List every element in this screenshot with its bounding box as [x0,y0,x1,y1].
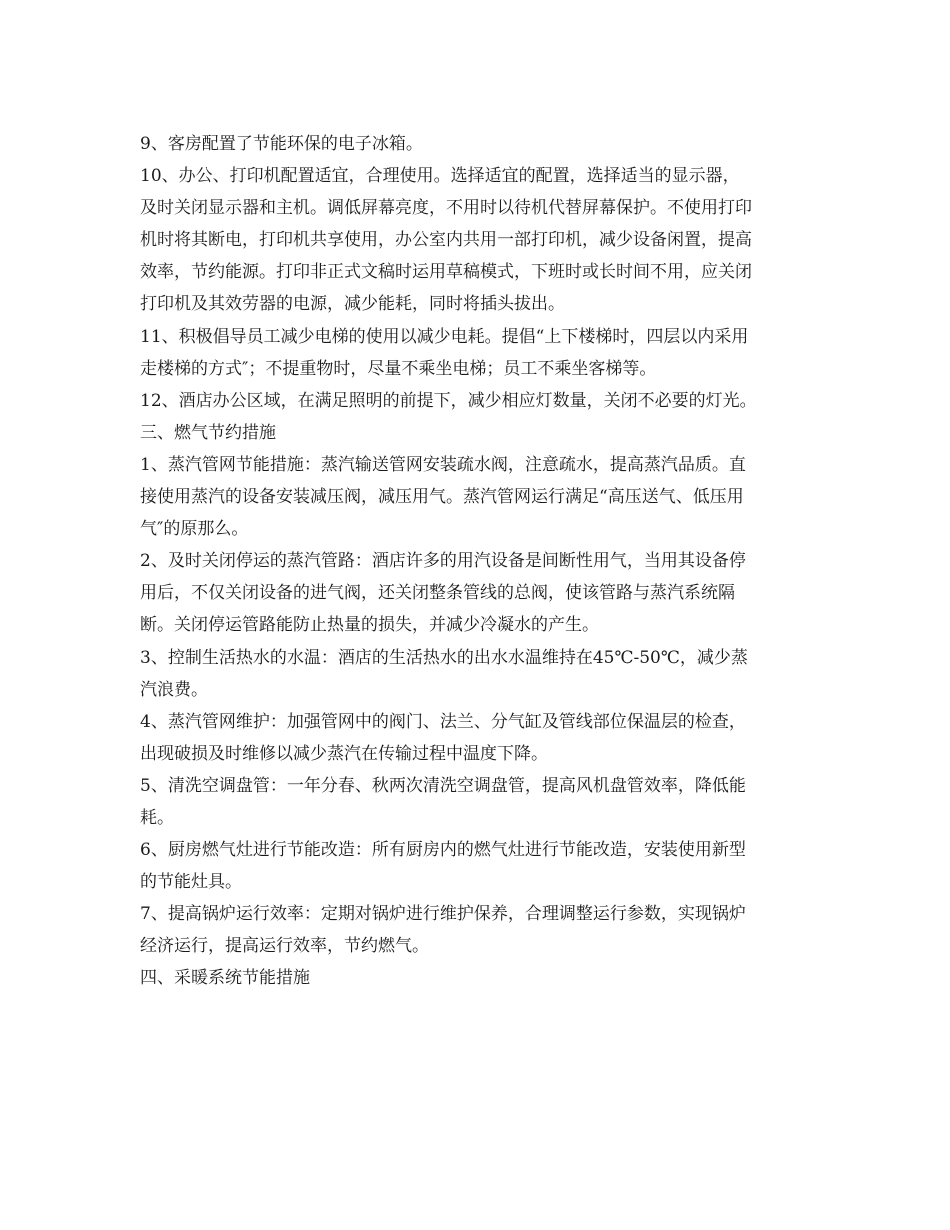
section-heading: 四、采暖系统节能措施 [140,968,310,989]
text-line: 7、提高锅炉运行效率：定期对锅炉进行维护保养，合理调整运行参数，实现锅炉 [140,904,746,925]
text-line: 1、蒸汽管网节能措施：蒸汽输送管网安装疏水阀，注意疏水，提高蒸汽品质。直 [140,454,746,475]
section-heading: 三、燃气节约措施 [140,422,276,443]
text-line: 12、酒店办公区域，在满足照明的前提下，减少相应灯数量，关闭不必要的灯光。 [140,390,757,411]
text-line: 接使用蒸汽的设备安装减压阀，减压用气。蒸汽管网运行满足“高压送气、低压用 [140,487,744,508]
text-line: 11、积极倡导员工减少电梯的使用以减少电耗。提倡“上下楼梯时，四层以内采用 [140,326,749,347]
text-line: 汽浪费。 [140,679,208,700]
text-line: 断。关闭停运管路能防止热量的损失，并减少冷凝水的产生。 [140,615,599,636]
text-line: 出现破损及时维修以减少蒸汽在传输过程中温度下降。 [140,743,548,764]
document-body [140,128,820,995]
text-line: 耗。 [140,807,174,828]
text-line: 用后，不仅关闭设备的进气阀，还关闭整条管线的总阀，使该管路与蒸汽系统隔 [140,583,735,604]
text-line: 走楼梯的方式″；不提重物时，尽量不乘坐电梯；员工不乘坐客梯等。 [140,358,657,379]
text-line: 及时关闭显示器和主机。调低屏幕亮度，不用时以待机代替屏幕保护。不使用打印 [140,198,752,219]
text-line: 9、客房配置了节能环保的电子冰箱。 [140,134,423,154]
text-line: 打印机及其效劳器的电源，减少能耗，同时将插头拔出。 [140,294,565,315]
text-line: 的节能灶具。 [140,872,242,893]
text-line: 6、厨房燃气灶进行节能改造：所有厨房内的燃气灶进行节能改造，安装使用新型 [140,840,746,861]
text-line: 经济运行，提高运行效率，节约燃气。 [140,936,429,957]
text-line: 3、控制生活热水的水温：酒店的生活热水的出水水温维持在45℃-50℃，减少蒸 [140,647,748,668]
text-line: 气″的原那么。 [140,519,249,540]
text-line: 效率，节约能源。打印非正式文稿时运用草稿模式，下班时或长时间不用，应关闭 [140,262,752,283]
text-line: 机时将其断电，打印机共享使用，办公室内共用一部打印机，减少设备闲置，提高 [140,230,752,251]
text-line: 4、蒸汽管网维护：加强管网中的阀门、法兰、分气缸及管线部位保温层的检查， [140,711,746,732]
text-line: 5、清洗空调盘管：一年分春、秋两次清洗空调盘管，提高风机盘管效率，降低能 [140,775,746,796]
text-line: 10、办公、打印机配置适宜，合理使用。选择适宜的配置，选择适当的显示器， [140,166,740,187]
text-line: 2、及时关闭停运的蒸汽管路：酒店许多的用汽设备是间断性用气，当用其设备停 [140,551,746,572]
